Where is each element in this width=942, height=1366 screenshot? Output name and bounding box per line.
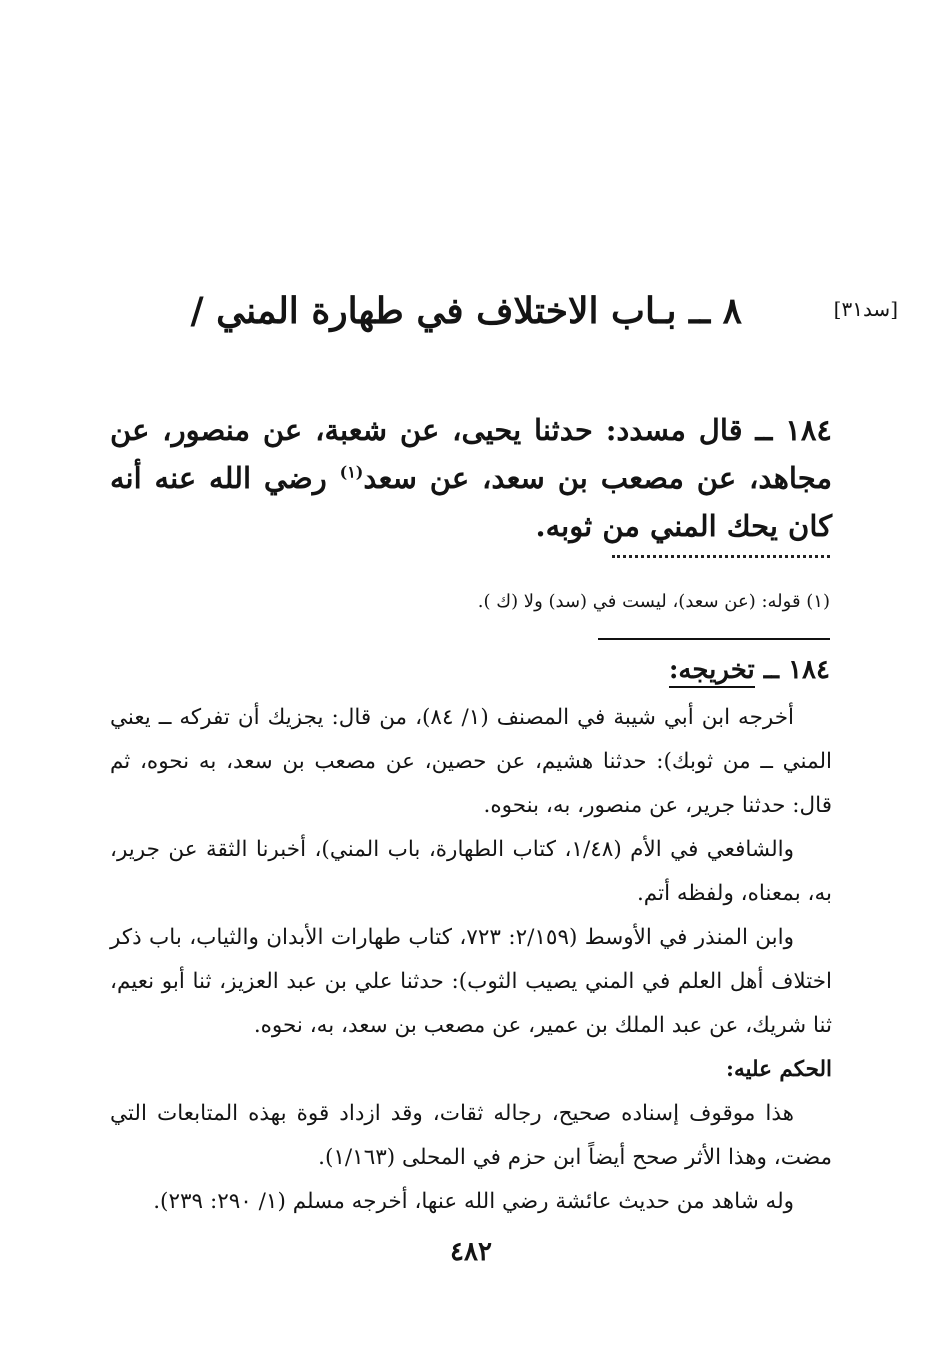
ruling-paragraph: وله شاهد من حديث عائشة رضي الله عنها، أخرجه مسلم (١/ ٢٩٠: ٢٣٩). — [153, 1189, 794, 1214]
hadith-matn: رضي الله عنه أنه كان يحك المني من ثوبه. — [110, 461, 832, 543]
takhrij-title: تخريجه: — [669, 655, 755, 688]
footnote-marker: (١) — [339, 462, 364, 482]
takhrij-paragraph: والشافعي في الأم (١/٤٨، كتاب الطهارة، باب المني)، أخبرنا الثقة عن جرير، به، بمعناه، ولفظه أتم. — [110, 837, 832, 906]
chapter-title: ٨ ــ بـاب الاختلاف في طهارة المني / — [190, 290, 742, 332]
footnote: (١) قوله: (عن سعد)، ليست في (سد) ولا (ك ). — [477, 591, 830, 612]
footnote-dotted-divider — [612, 555, 830, 558]
takhrij-paragraph: أخرجه ابن أبي شيبة في المصنف (١/ ٨٤)، من قال: يجزيك أن تفركه ــ يعني المني ــ من ثوبك): حدثنا هشيم، عن حصين، عن مصعب بن سعد، به نحوه، ثم قال: حدثنا جرير، عن منصور، به، بنحوه. — [110, 705, 832, 818]
ruling-paragraph: هذا موقوف إسناده صحيح، رجاله ثقات، وقد ازداد قوة بهذه المتابعات التي مضت، وهذا الأثر صحح أيضاً ابن حزم في المحلى (١/١٦٣). — [110, 1101, 832, 1170]
section-divider — [598, 638, 830, 640]
takhrij-heading — [669, 652, 830, 688]
hadith-isnad: ــ قال مسدد: حدثنا يحيى، عن شعبة، عن منصور، عن مجاهد، عن مصعب بن سعد، عن سعد — [110, 413, 832, 495]
page-number: ٤٨٢ — [450, 1237, 492, 1267]
takhrij-paragraph: وابن المنذر في الأوسط (٢/١٥٩: ٧٢٣، كتاب طهارات الأبدان والثياب، باب ذكر اختلاف أهل العلم في المني يصيب الثوب): حدثنا علي بن عبد العزيز، ثنا أبو نعيم، ثنا شريك، عن عبد الملك بن عمير، عن مصعب بن سعد، به، نحوه. — [110, 925, 832, 1038]
takhrij-body — [110, 696, 832, 1224]
manuscript-siglum: [سد۳۱] — [833, 297, 898, 321]
ruling-heading: الحكم عليه: — [726, 1057, 832, 1082]
hadith-number: ١٨٤ — [785, 413, 832, 447]
takhrij-number: ١٨٤ ــ — [763, 655, 830, 685]
hadith-text — [110, 406, 832, 550]
